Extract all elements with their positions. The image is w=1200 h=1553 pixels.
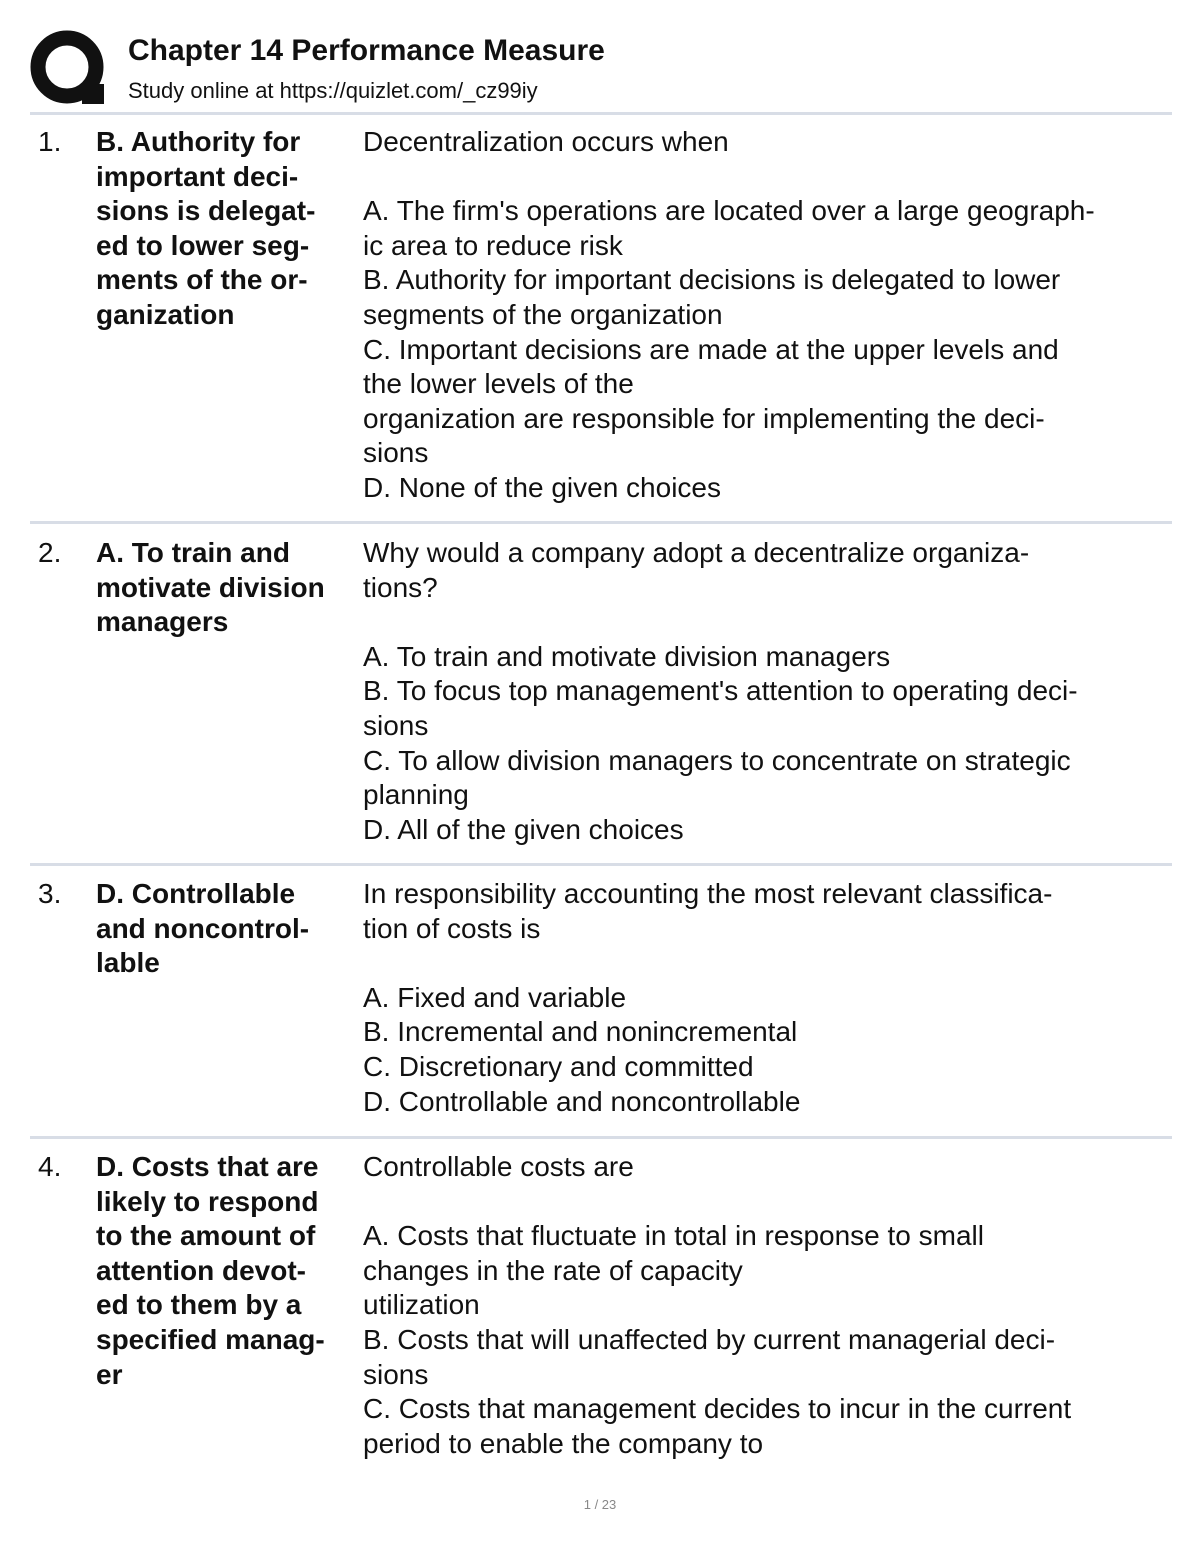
card-question: Controllable costs are A. Costs that fluctuate in total in response to small changes in the rate of capacity utilization B. Costs that will unaffected by current managerial deci- sions C. Costs that management decides to incur in the current period to enable the company to [363, 1151, 1072, 1459]
page-header [30, 30, 1172, 112]
card-answer: A. To train and motivate division managers [96, 537, 325, 638]
card-answer: D. Controllable and noncontrol- lable [96, 878, 310, 979]
card-number: 2. [38, 537, 62, 568]
card-divider [30, 863, 1172, 866]
header-divider [30, 112, 1172, 115]
card-question: In responsibility accounting the most relevant classifica- tion of costs is A. Fixed and variable B. Incremental and nonincremental C. Discretionary and committed D. Controllable and noncontrollable [363, 878, 1053, 1117]
study-online-line [128, 78, 538, 104]
card-question: Why would a company adopt a decentralize organiza- tions? A. To train and motivate division managers B. To focus top management's attention to operating deci- sions C. To allow division managers to concentrate on strategic planning D. All of the given choices [363, 537, 1078, 845]
card-answer: B. Authority for important deci- sions is delegat- ed to lower seg- ments of the or- ganization [96, 126, 316, 330]
card-divider [30, 1136, 1172, 1139]
card-number: 1. [38, 126, 62, 157]
document-title: Chapter 14 Performance Measure [128, 34, 605, 67]
page-number: 1 / 23 [583, 1497, 617, 1512]
card-number: 4. [38, 1151, 62, 1182]
study-online-label: Study online at [128, 78, 280, 103]
card-answer: D. Costs that are likely to respond to the amount of attention devot- ed to them by a specified manag- er [96, 1151, 325, 1390]
quizlet-url: https://quizlet.com/_cz99iy [279, 78, 538, 103]
card-divider [30, 521, 1172, 524]
card-question: Decentralization occurs when A. The firm's operations are located over a large geograph- ic area to reduce risk B. Authority for important decisions is delegated to lower segments of the organization C. Important decisions are made at the upper levels and the lower levels of the organization are responsible for implementing the deci- sions D. None of the given choices [363, 126, 1095, 503]
quizlet-q-logo-icon [30, 30, 106, 106]
card-number: 3. [38, 878, 62, 909]
